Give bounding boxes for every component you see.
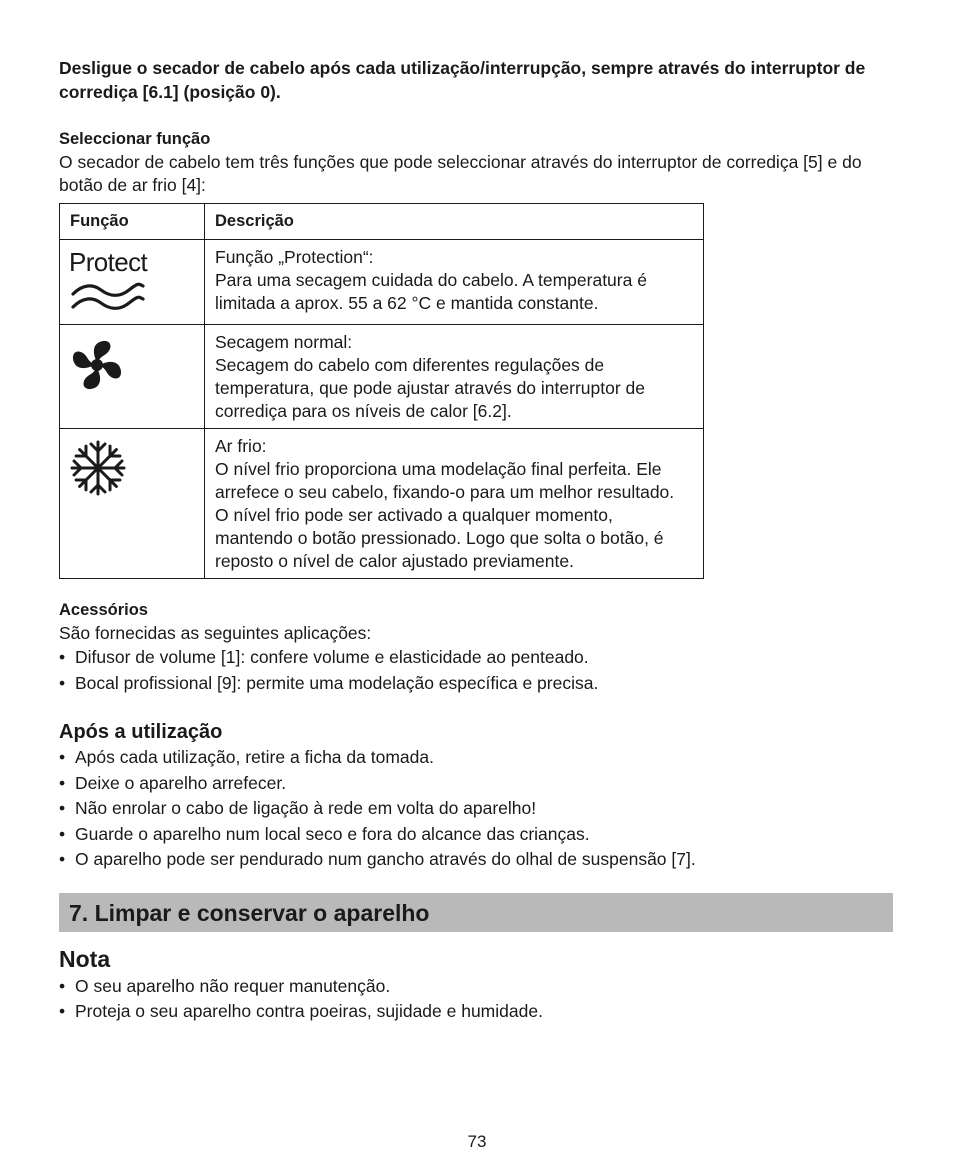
note-heading: Nota — [59, 945, 111, 972]
list-item: • Guarde o aparelho num local seco e fora do alcance das crianças. — [59, 822, 897, 848]
after-use-heading: Após a utilização — [59, 721, 223, 743]
list-item: • Proteja o seu aparelho contra poeiras, sujidade e humidade. — [59, 999, 897, 1025]
fan-icon — [69, 337, 125, 393]
accessories-list — [59, 645, 897, 696]
list-item: • Bocal profissional [9]: permite uma modelação específica e precisa. — [59, 671, 897, 697]
protect-description: Para uma secagem cuidada do cabelo. A temperatura é limitada a aprox. 55 a 62 °C e mantida constante. — [215, 270, 647, 313]
list-item: • Após cada utilização, retire a ficha da tomada. — [59, 745, 897, 771]
warning-text: Desligue o secador de cabelo após cada utilização/interrupção, sempre através do interruptor de corrediça [6.1] (posição 0). — [59, 58, 866, 102]
list-item: • Não enrolar o cabo de ligação à rede em volta do aparelho! — [59, 796, 897, 822]
cold-description-2: O nível frio pode ser activado a qualquer momento, mantendo o botão pressionado. Logo que solta o botão, é reposto o nível de calor ajustado previamente. — [215, 505, 664, 571]
list-item: • O seu aparelho não requer manutenção. — [59, 974, 897, 1000]
select-function-intro: O secador de cabelo tem três funções que pode seleccionar através do interruptor de corrediça [5] e do botão de ar frio [4]: — [59, 152, 862, 195]
snowflake-icon — [69, 439, 127, 497]
note-list — [59, 974, 897, 1025]
header-description: Descrição — [205, 204, 704, 240]
description-cell — [205, 429, 704, 579]
normal-description: Secagem do cabelo com diferentes regulações de temperatura, que pode ajustar através do interruptor de corrediça para os níveis de calor [6.2]. — [215, 355, 645, 421]
list-item: • Deixe o aparelho arrefecer. — [59, 771, 897, 797]
function-cell — [60, 429, 205, 579]
accessories-heading: Acessórios — [59, 601, 148, 619]
function-cell — [60, 325, 205, 429]
protect-label: Protect — [69, 247, 148, 277]
page-number: 73 — [467, 1132, 487, 1151]
select-function-heading: Seleccionar função — [59, 130, 211, 148]
table-row — [60, 240, 704, 325]
list-item: • O aparelho pode ser pendurado num gancho através do olhal de suspensão [7]. — [59, 847, 897, 873]
header-function: Função — [60, 204, 205, 240]
table-row — [60, 325, 704, 429]
protect-waves-icon — [69, 280, 147, 316]
cold-title: Ar frio: — [215, 436, 267, 456]
document-page — [59, 56, 897, 1025]
protect-title: Função „Protection“: — [215, 247, 374, 267]
function-cell — [60, 240, 205, 325]
table-row — [60, 429, 704, 579]
accessories-intro: São fornecidas as seguintes aplicações: — [59, 623, 372, 643]
normal-title: Secagem normal: — [215, 332, 353, 352]
function-table — [59, 203, 704, 579]
section-heading: 7. Limpar e conservar o aparelho — [59, 893, 893, 932]
cold-description: O nível frio proporciona uma modelação final perfeita. Ele arrefece o seu cabelo, fixando-o para um melhor resultado. — [215, 459, 675, 502]
list-item: • Difusor de volume [1]: confere volume e elasticidade ao penteado. — [59, 645, 897, 671]
table-header-row — [60, 204, 704, 240]
description-cell — [205, 240, 704, 325]
after-use-list — [59, 745, 897, 873]
description-cell — [205, 325, 704, 429]
